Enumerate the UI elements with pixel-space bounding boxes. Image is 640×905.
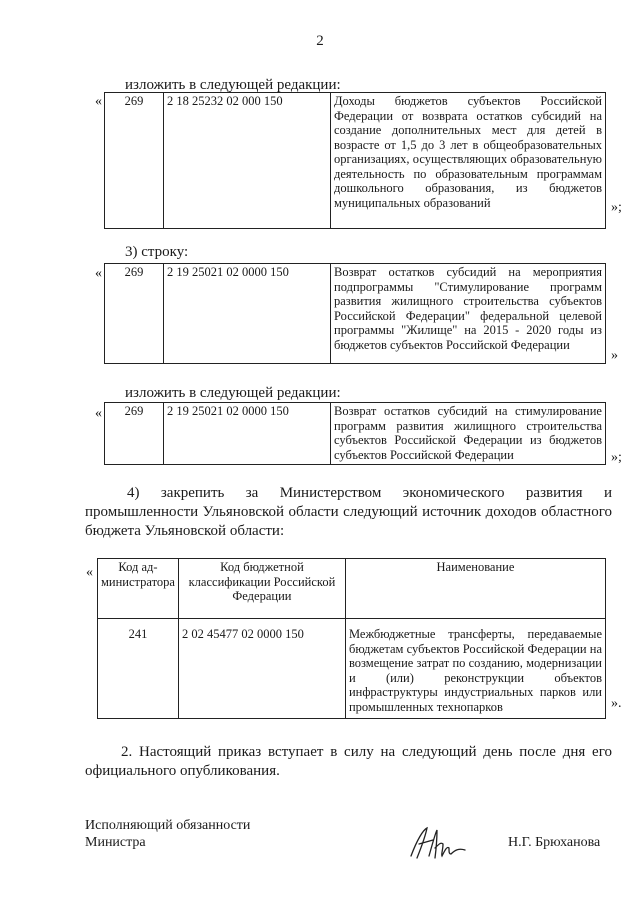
table-2-admin: 269 [105, 264, 164, 364]
open-quote-2: « [95, 266, 102, 281]
table-1-admin: 269 [105, 93, 164, 229]
table-2-name: Возврат остатков субсидий на мероприятия подпрограммы "Стимулирование программ развития жилищного строительства субъектов Российской Федерации" федеральной целевой программы "Жилище" на 2015 - 2020 годы из бюджетов субъектов Российской Федерации [331, 264, 606, 364]
signer-title-line-2: Министра [85, 835, 146, 850]
table-4-header-admin: Код ад-министратора [98, 559, 179, 619]
page-number: 2 [316, 33, 324, 49]
signer-name: Н.Г. Брюханова [508, 835, 601, 850]
table-4-name: Межбюджетные трансферты, передаваемые бюджетам субъектов Российской Федерации на возмещение затрат по созданию, модернизации и (или) реконструкции объектов инфраструктуры индустриальных парков или промышленных технопарков [345, 619, 605, 719]
table-1-code: 2 18 25232 02 000 150 [164, 93, 331, 229]
table-4-admin: 241 [98, 619, 179, 719]
table-3 [104, 402, 606, 465]
table-3-name: Возврат остатков субсидий на стимулирование программ развития жилищного строительства субъектов Российской Федерации из бюджетов субъектов Российской Федерации [331, 403, 606, 465]
intro-text-3: изложить в следующей редакции: [125, 385, 341, 401]
close-quote-1: »; [611, 200, 622, 215]
table-4-code: 2 02 45477 02 0000 150 [178, 619, 345, 719]
table-2-code: 2 19 25021 02 0000 150 [164, 264, 331, 364]
handwritten-signature [405, 820, 475, 864]
close-quote-3: »; [611, 450, 622, 465]
open-quote-3: « [95, 406, 102, 421]
table-4-header-name: Наименование [345, 559, 605, 619]
item-2-text: 2. Настоящий приказ вступает в силу на следующий день после дня его официального опубликования. [85, 744, 612, 779]
intro-text-2: 3) строку: [125, 244, 189, 260]
close-quote-2: » [611, 348, 618, 363]
open-quote-1: « [95, 94, 102, 109]
table-3-code: 2 19 25021 02 0000 150 [164, 403, 331, 465]
item-4-text: 4) закрепить за Министерством экономического развития и промышленности Ульяновской области следующий источник доходов областного бюджета Ульяновской области: [85, 485, 612, 539]
signer-title-line-1: Исполняющий обязанности [85, 818, 251, 833]
table-3-admin: 269 [105, 403, 164, 465]
close-quote-4: ». [611, 696, 622, 711]
table-4-header-code: Код бюджетной классификации Российской Федерации [178, 559, 345, 619]
open-quote-4: « [86, 565, 93, 580]
table-2 [104, 263, 606, 364]
table-1-name: Доходы бюджетов субъектов Российской Федерации от возврата остатков субсидий на создание дополнительных мест для детей в возрасте от 1,5 до 3 лет в общеобразовательных организациях, осуществляющих образовательную деятельность по образовательным программам дошкольного образования, из бюджетов муниципальных образований [331, 93, 606, 229]
intro-text-1: изложить в следующей редакции: [125, 77, 341, 93]
table-1 [104, 92, 606, 229]
table-4 [97, 558, 606, 719]
